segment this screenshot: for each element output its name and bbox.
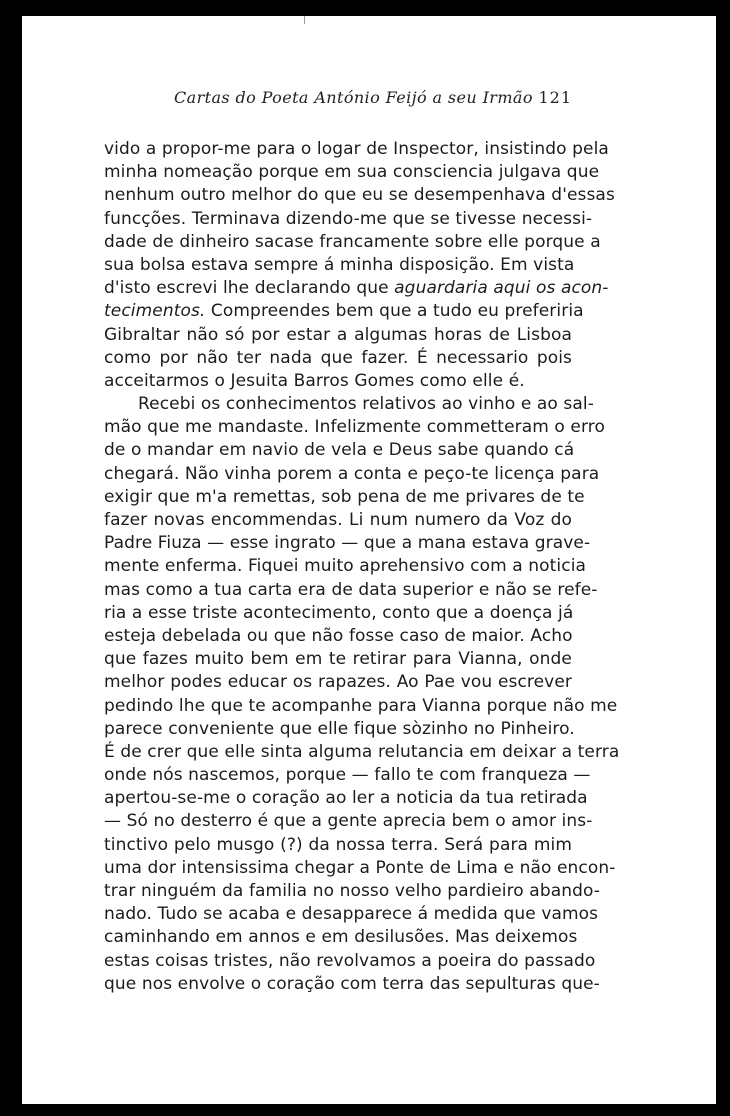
scan-border-right <box>716 0 730 1116</box>
text-line: apertou-se-me o coração ao ler a noticia da tua retirada <box>104 788 588 809</box>
body-text <box>104 138 620 996</box>
text-line: minha nomeação porque em sua consciencia julgava que <box>104 162 600 183</box>
scan-border-top <box>0 0 730 16</box>
text-line: É de crer que elle sinta alguma relutancia em deixar a terra <box>104 741 620 762</box>
text-line: nenhum outro melhor do que eu se desempenhava d'essas <box>104 185 615 206</box>
text-line: onde nós nascemos, porque — fallo te com franqueza — <box>104 765 591 786</box>
text-line: mão que me mandaste. Infelizmente commetteram o erro <box>104 417 605 438</box>
text-line: que nos envolve o coração com terra das sepulturas que- <box>104 973 600 994</box>
text-line: parece conveniente que elle fique sòzinho no Pinheiro. <box>104 718 575 739</box>
text-line: que fazes muito bem em te retirar para Vianna, onde <box>104 649 572 670</box>
text-line: estas coisas tristes, não revolvamos a poeira do passado <box>104 950 596 971</box>
text-line: mente enferma. Fiquei muito aprehensivo com a noticia <box>104 556 587 577</box>
text-fragment: d'isto escrevi lhe declarando que <box>104 278 389 299</box>
text-line <box>104 277 609 300</box>
text-line: funcções. Terminava dizendo-me que se tivesse necessi- <box>104 208 593 229</box>
text-line: acceitarmos o Jesuita Barros Gomes como elle é. <box>104 370 525 391</box>
text-line: sua bolsa estava sempre á minha disposição. Em vista <box>104 254 575 275</box>
italic-phrase-end: tecimentos. <box>104 301 206 322</box>
scan-border-left <box>0 0 22 1116</box>
text-line: vido a propor-me para o logar de Inspector, insistindo pela <box>104 139 609 159</box>
text-line: exigir que m'a remettas, sob pena de me privares de te <box>104 486 585 507</box>
text-fragment: Compreendes bem que a tudo eu preferiria <box>205 301 584 322</box>
text-line: Padre Fiuza — esse ingrato — que a mana estava grave- <box>104 533 591 554</box>
text-line <box>104 300 584 323</box>
text-line: ria a esse triste acontecimento, conto que a doença já <box>104 602 574 623</box>
scan-mark <box>304 16 305 24</box>
text-line: nado. Tudo se acaba e desapparece á medida que vamos <box>104 904 599 925</box>
text-line: mas como a tua carta era de data superior e não se refe- <box>104 579 598 600</box>
text-line: esteja debelada ou que não fosse caso de maior. Acho <box>104 625 573 646</box>
scan-border-bottom <box>0 1104 730 1116</box>
text-line: trar ninguém da familia no nosso velho pardieiro abando- <box>104 881 601 901</box>
text-line: Recebi os conhecimentos relativos ao vinho e ao sal- <box>138 394 594 415</box>
text-line: fazer novas encommendas. Li num numero da Voz do <box>104 510 572 530</box>
text-line: de o mandar em navio de vela e Deus sabe quando cá <box>104 440 575 461</box>
text-line: tinctivo pelo musgo (?) da nossa terra. Será para mim <box>104 834 572 855</box>
text-line: — Só no desterro é que a gente aprecia bem o amor ins- <box>104 811 593 832</box>
running-head <box>104 88 572 114</box>
text-line: melhor podes educar os rapazes. Ao Pae vou escrever <box>104 672 572 693</box>
text-line: como por não ter nada que fazer. É necessario pois <box>104 347 572 368</box>
running-title: Cartas do Poeta António Feijó a seu Irmão <box>174 88 533 107</box>
text-line: Gibraltar não só por estar a algumas horas de Lisboa <box>104 324 572 345</box>
text-line: pedindo lhe que te acompanhe para Vianna porque não me <box>104 695 618 716</box>
page-number: 121 <box>538 88 572 107</box>
text-line: caminhando em annos e em desilusões. Mas deixemos <box>104 927 578 948</box>
text-line: dade de dinheiro sacase francamente sobre elle porque a <box>104 231 601 252</box>
text-line: chegará. Não vinha porem a conta e peço-te licença para <box>104 463 600 484</box>
italic-phrase: aguardaria aqui os acon- <box>394 278 609 299</box>
text-line: uma dor intensissima chegar a Ponte de Lima e não encon- <box>104 857 616 878</box>
